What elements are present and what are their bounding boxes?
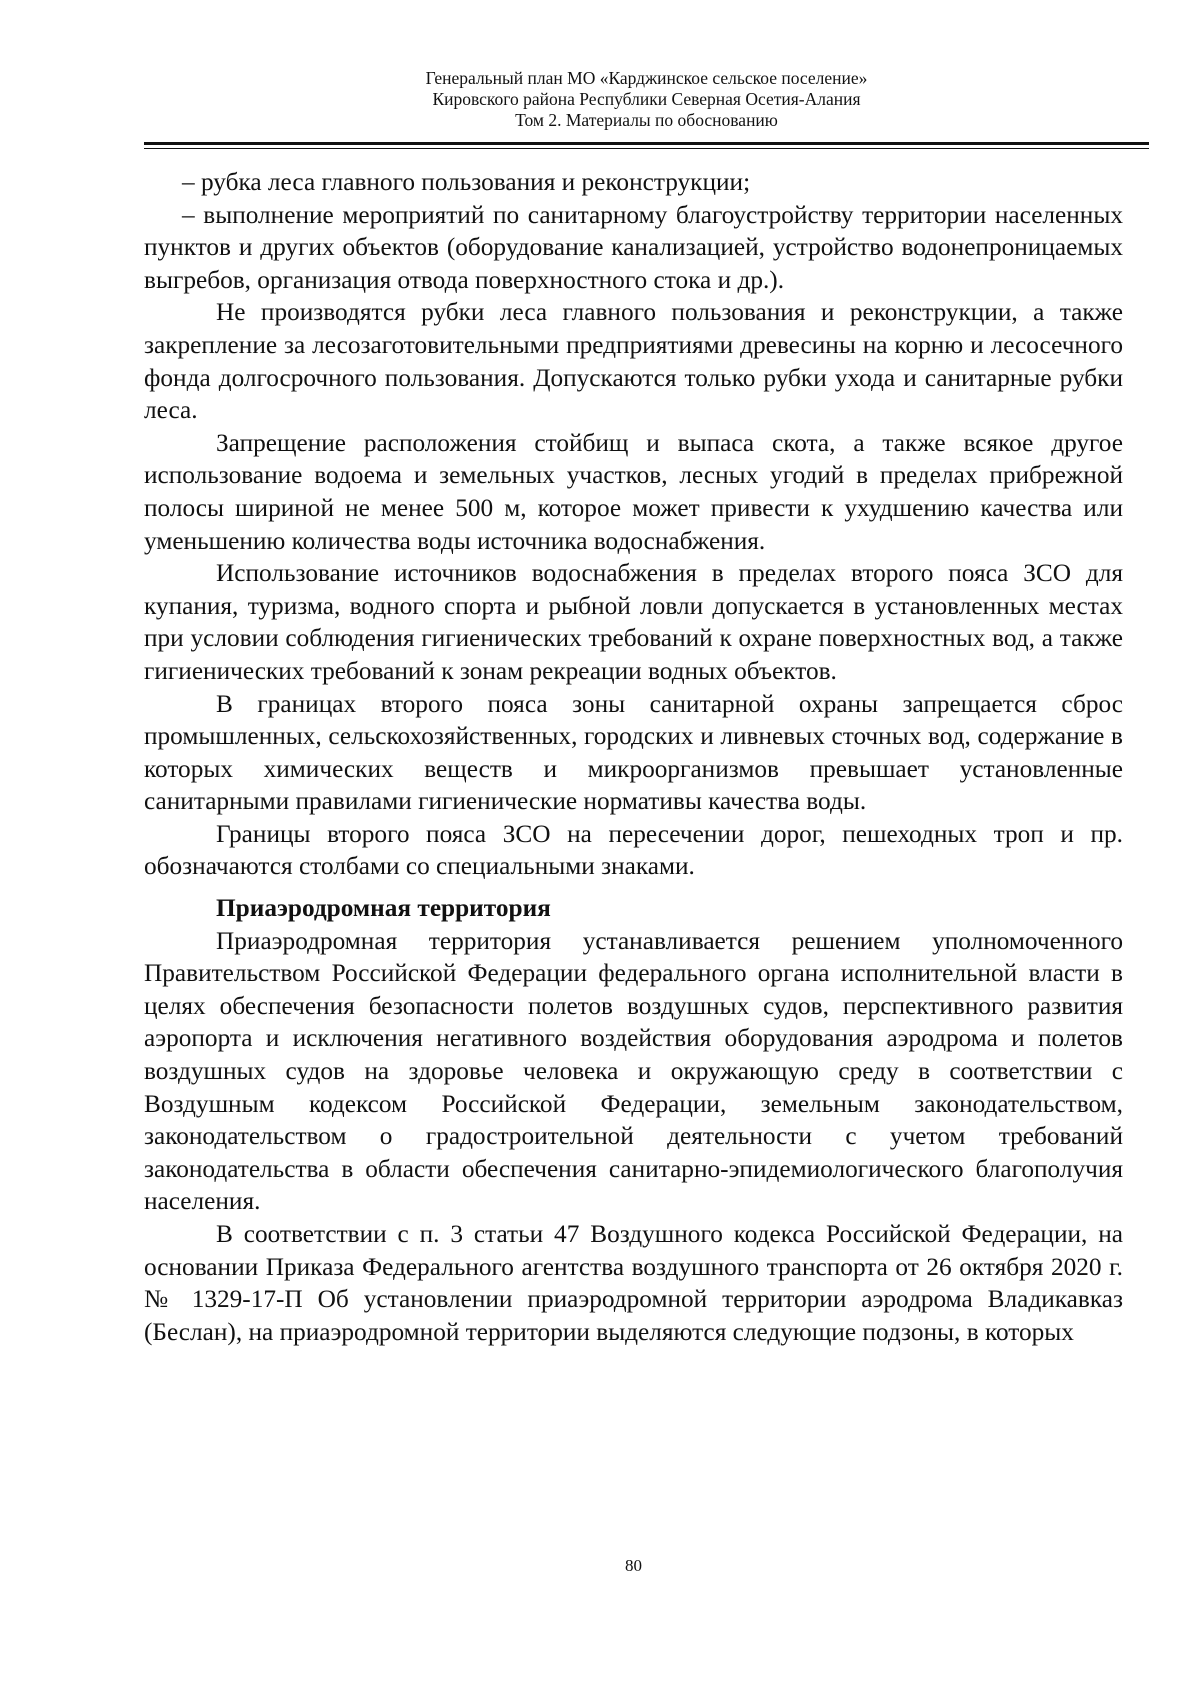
list-item-dash-1: – рубка леса главного пользования и реконструкции; [182, 168, 751, 196]
header-rule-thin [144, 148, 1149, 149]
running-header [144, 68, 1149, 131]
paragraph-3: Использование источников водоснабжения в пределах второго пояса ЗСО для купания, туризма, водного спорта и рыбной ловли допускается в установленных местах при условии соблюдения гигиенических требований к охране поверхностных вод, а также гигиенических требований к зонам рекреации водных объектов. [144, 559, 1123, 685]
paragraph-2: Запрещение расположения стойбищ и выпаса скота, а также всякое другое использование водоема и земельных участков, лесных угодий в пределах прибрежной полосы шириной не менее 500 м, которое может привести к ухудшению качества или уменьшению количества воды источника водоснабжения. [144, 428, 1123, 555]
paragraph-6: Приаэродромная территория устанавливается решением уполномоченного Правительством Российской Федерации федерального органа исполнительной власти в целях обеспечения безопасности полетов воздушных судов, перспективного развития аэропорта и исключения негативного воздействия оборудования аэродрома и полетов воздушных судов на здоровье человека и окружающую среду в соответствии с Воздушным кодексом Российской Федерации, земельным законодательством, законодательством о градостроительной деятельности с учетом требований законодательства в области обеспечения санитарно-эпидемиологического благополучия населения. [144, 926, 1123, 1216]
paragraph-5: Границы второго пояса ЗСО на пересечении дорог, пешеходных троп и пр. обозначаются столбами со специальными знаками. [144, 819, 1123, 881]
header-line-3: Том 2. Материалы по обоснованию [515, 110, 778, 130]
header-rule-thick [144, 142, 1149, 145]
paragraph-1: Не производятся рубки леса главного пользования и реконструкции, а также закрепление за лесозаготовительными предприятиями древесины на корню и лесосечного фонда долгосрочного пользования. Допускаются только рубки ухода и санитарные рубки леса. [144, 298, 1123, 425]
document-body [144, 166, 1123, 1348]
page-number: 80 [625, 1556, 642, 1575]
paragraph-7: В соответствии с п. 3 статьи 47 Воздушного кодекса Российской Федерации, на основании Приказа Федерального агентства воздушного транспорта от 26 октября 2020 г. № 1329-17-П Об установлении приаэродромной территории аэродрома Владикавказ (Беслан), на приаэродромной территории выделяются следующие подзоны, в которых [144, 1220, 1123, 1346]
section-heading: Приаэродромная территория [216, 894, 551, 923]
header-line-1: Генеральный план МО «Карджинское сельское поселение» [425, 68, 868, 88]
header-line-2: Кировского района Республики Северная Осетия-Алания [432, 89, 861, 109]
list-item-dash-2: – выполнение мероприятий по санитарному благоустройству территории населенных пунктов и других объектов (оборудование канализацией, устройство водонепроницаемых выгребов, организация отвода поверхностного стока и др.). [144, 200, 1123, 294]
paragraph-4: В границах второго пояса зоны санитарной охраны запрещается сброс промышленных, сельскохозяйственных, городских и ливневых сточных вод, содержание в которых химических веществ и микроорганизмов превышает установленные санитарными правилами гигиенические нормативы качества воды. [144, 689, 1123, 816]
